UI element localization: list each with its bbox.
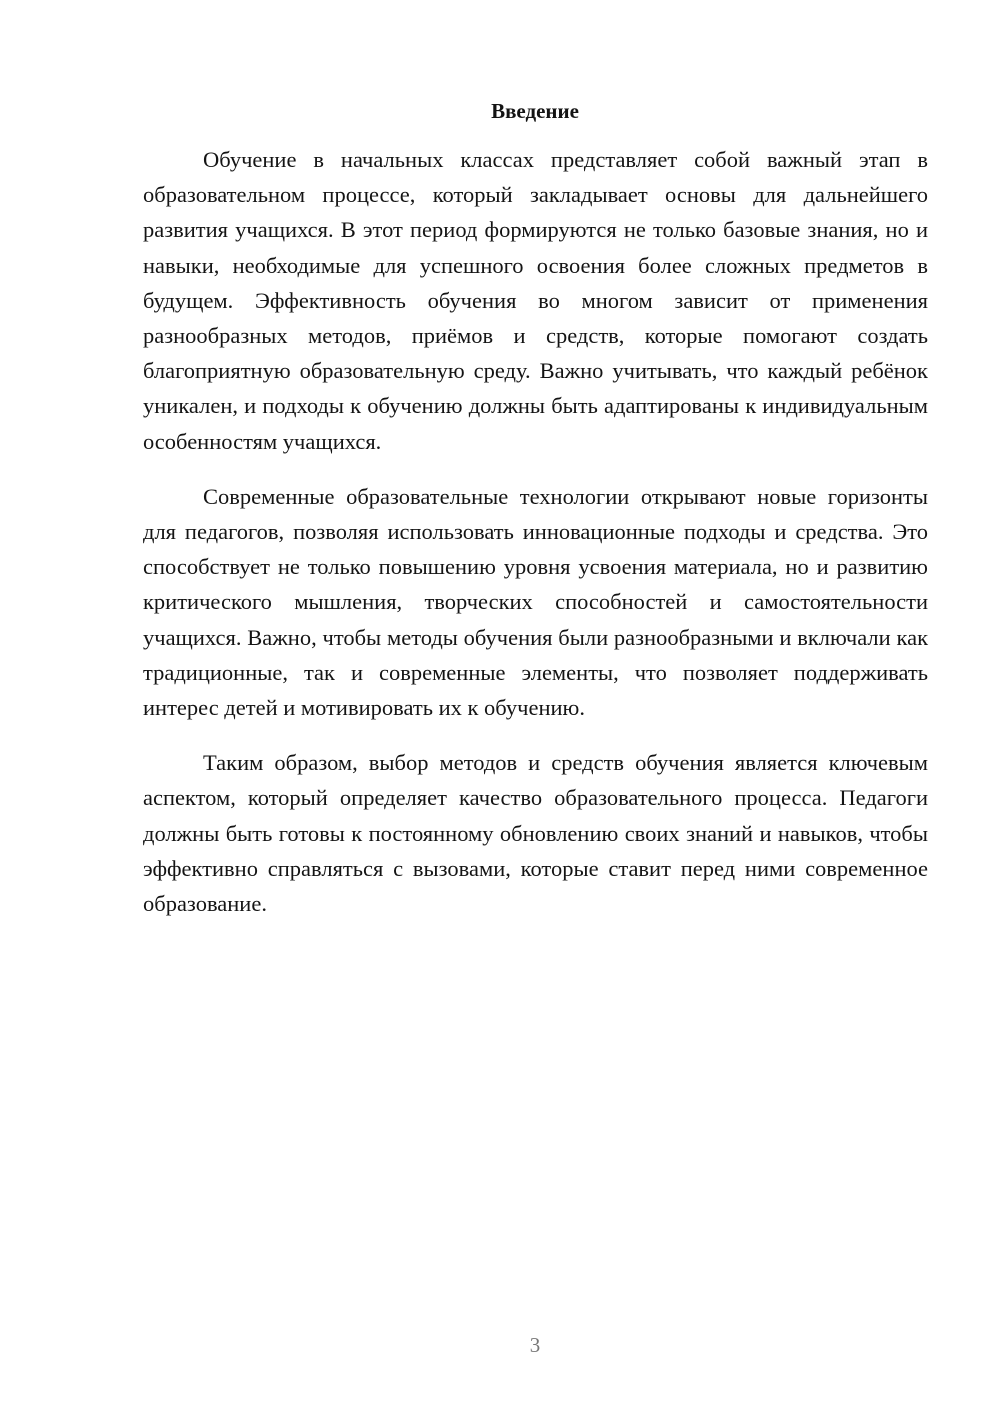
page-number: 3 (529, 1333, 541, 1357)
section-title: Введение (491, 99, 579, 123)
paragraph: Таким образом, выбор методов и средств обучения является ключевым аспектом, который определяет качество образовательного процесса. Педагоги должны быть готовы к постоянному обновлению своих знаний и навыков, чтобы эффективно справляться с вызовами, которые ставит перед ними современное образование. (143, 750, 928, 917)
paragraph: Обучение в начальных классах представляет собой важный этап в образовательном процессе, который закладывает основы для дальнейшего развития учащихся. В этот период формируются не только базовые знания, но и навыки, необходимые для успешного освоения более сложных предметов в будущем. Эффективность обучения во многом зависит от применения разнообразных методов, приёмов и средств, которые помогают создать благоприятную образовательную среду. Важно учитывать, что каждый ребёнок уникален, и подходы к обучению должны быть адаптированы к индивидуальным особенностям учащихся. (143, 147, 928, 454)
body-text (143, 142, 928, 941)
paragraph: Современные образовательные технологии открывают новые горизонты для педагогов, позволяя использовать инновационные подходы и средства. Это способствует не только повышению уровня усвоения материала, но и развитию критического мышления, творческих способностей и самостоятельности учащихся. Важно, чтобы методы обучения были разнообразными и включали как традиционные, так и современные элементы, что позволяет поддерживать интерес детей и мотивировать их к обучению. (143, 483, 928, 721)
